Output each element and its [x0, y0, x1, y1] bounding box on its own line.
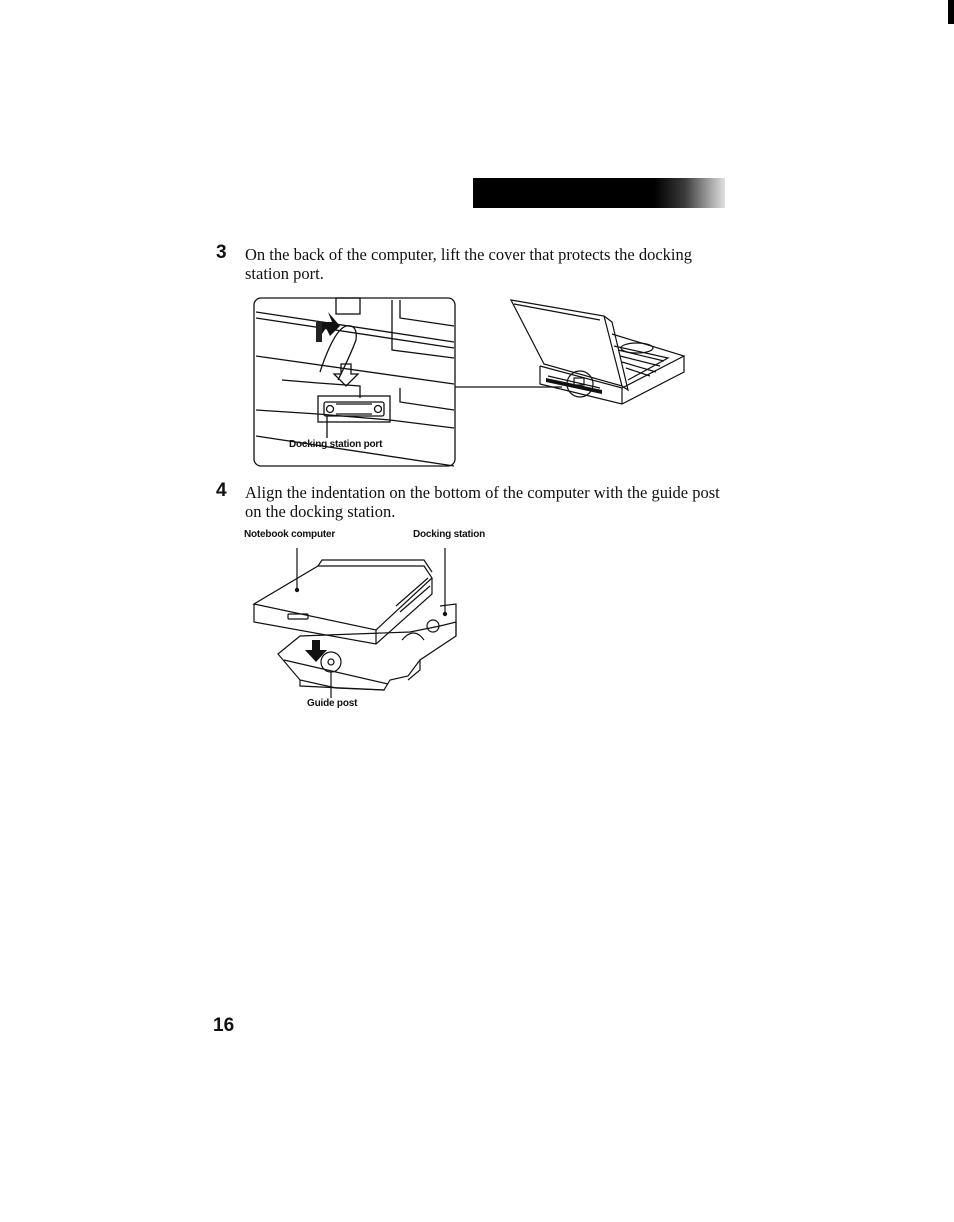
- guide-post-label: Guide post: [307, 698, 358, 709]
- step-3-number: 3: [216, 242, 227, 263]
- step-3-text: On the back of the computer, lift the cover that protects the docking station port.: [245, 245, 692, 283]
- notebook-computer-label: Notebook computer: [244, 529, 336, 540]
- docking-station-label: Docking station: [413, 529, 486, 540]
- docking-station-port-label: Docking station port: [289, 439, 383, 450]
- page-number: 16: [213, 1015, 235, 1036]
- step-4-number: 4: [216, 480, 227, 501]
- step-4-text: Align the indentation on the bottom of the computer with the guide post on the docking station.: [245, 483, 720, 521]
